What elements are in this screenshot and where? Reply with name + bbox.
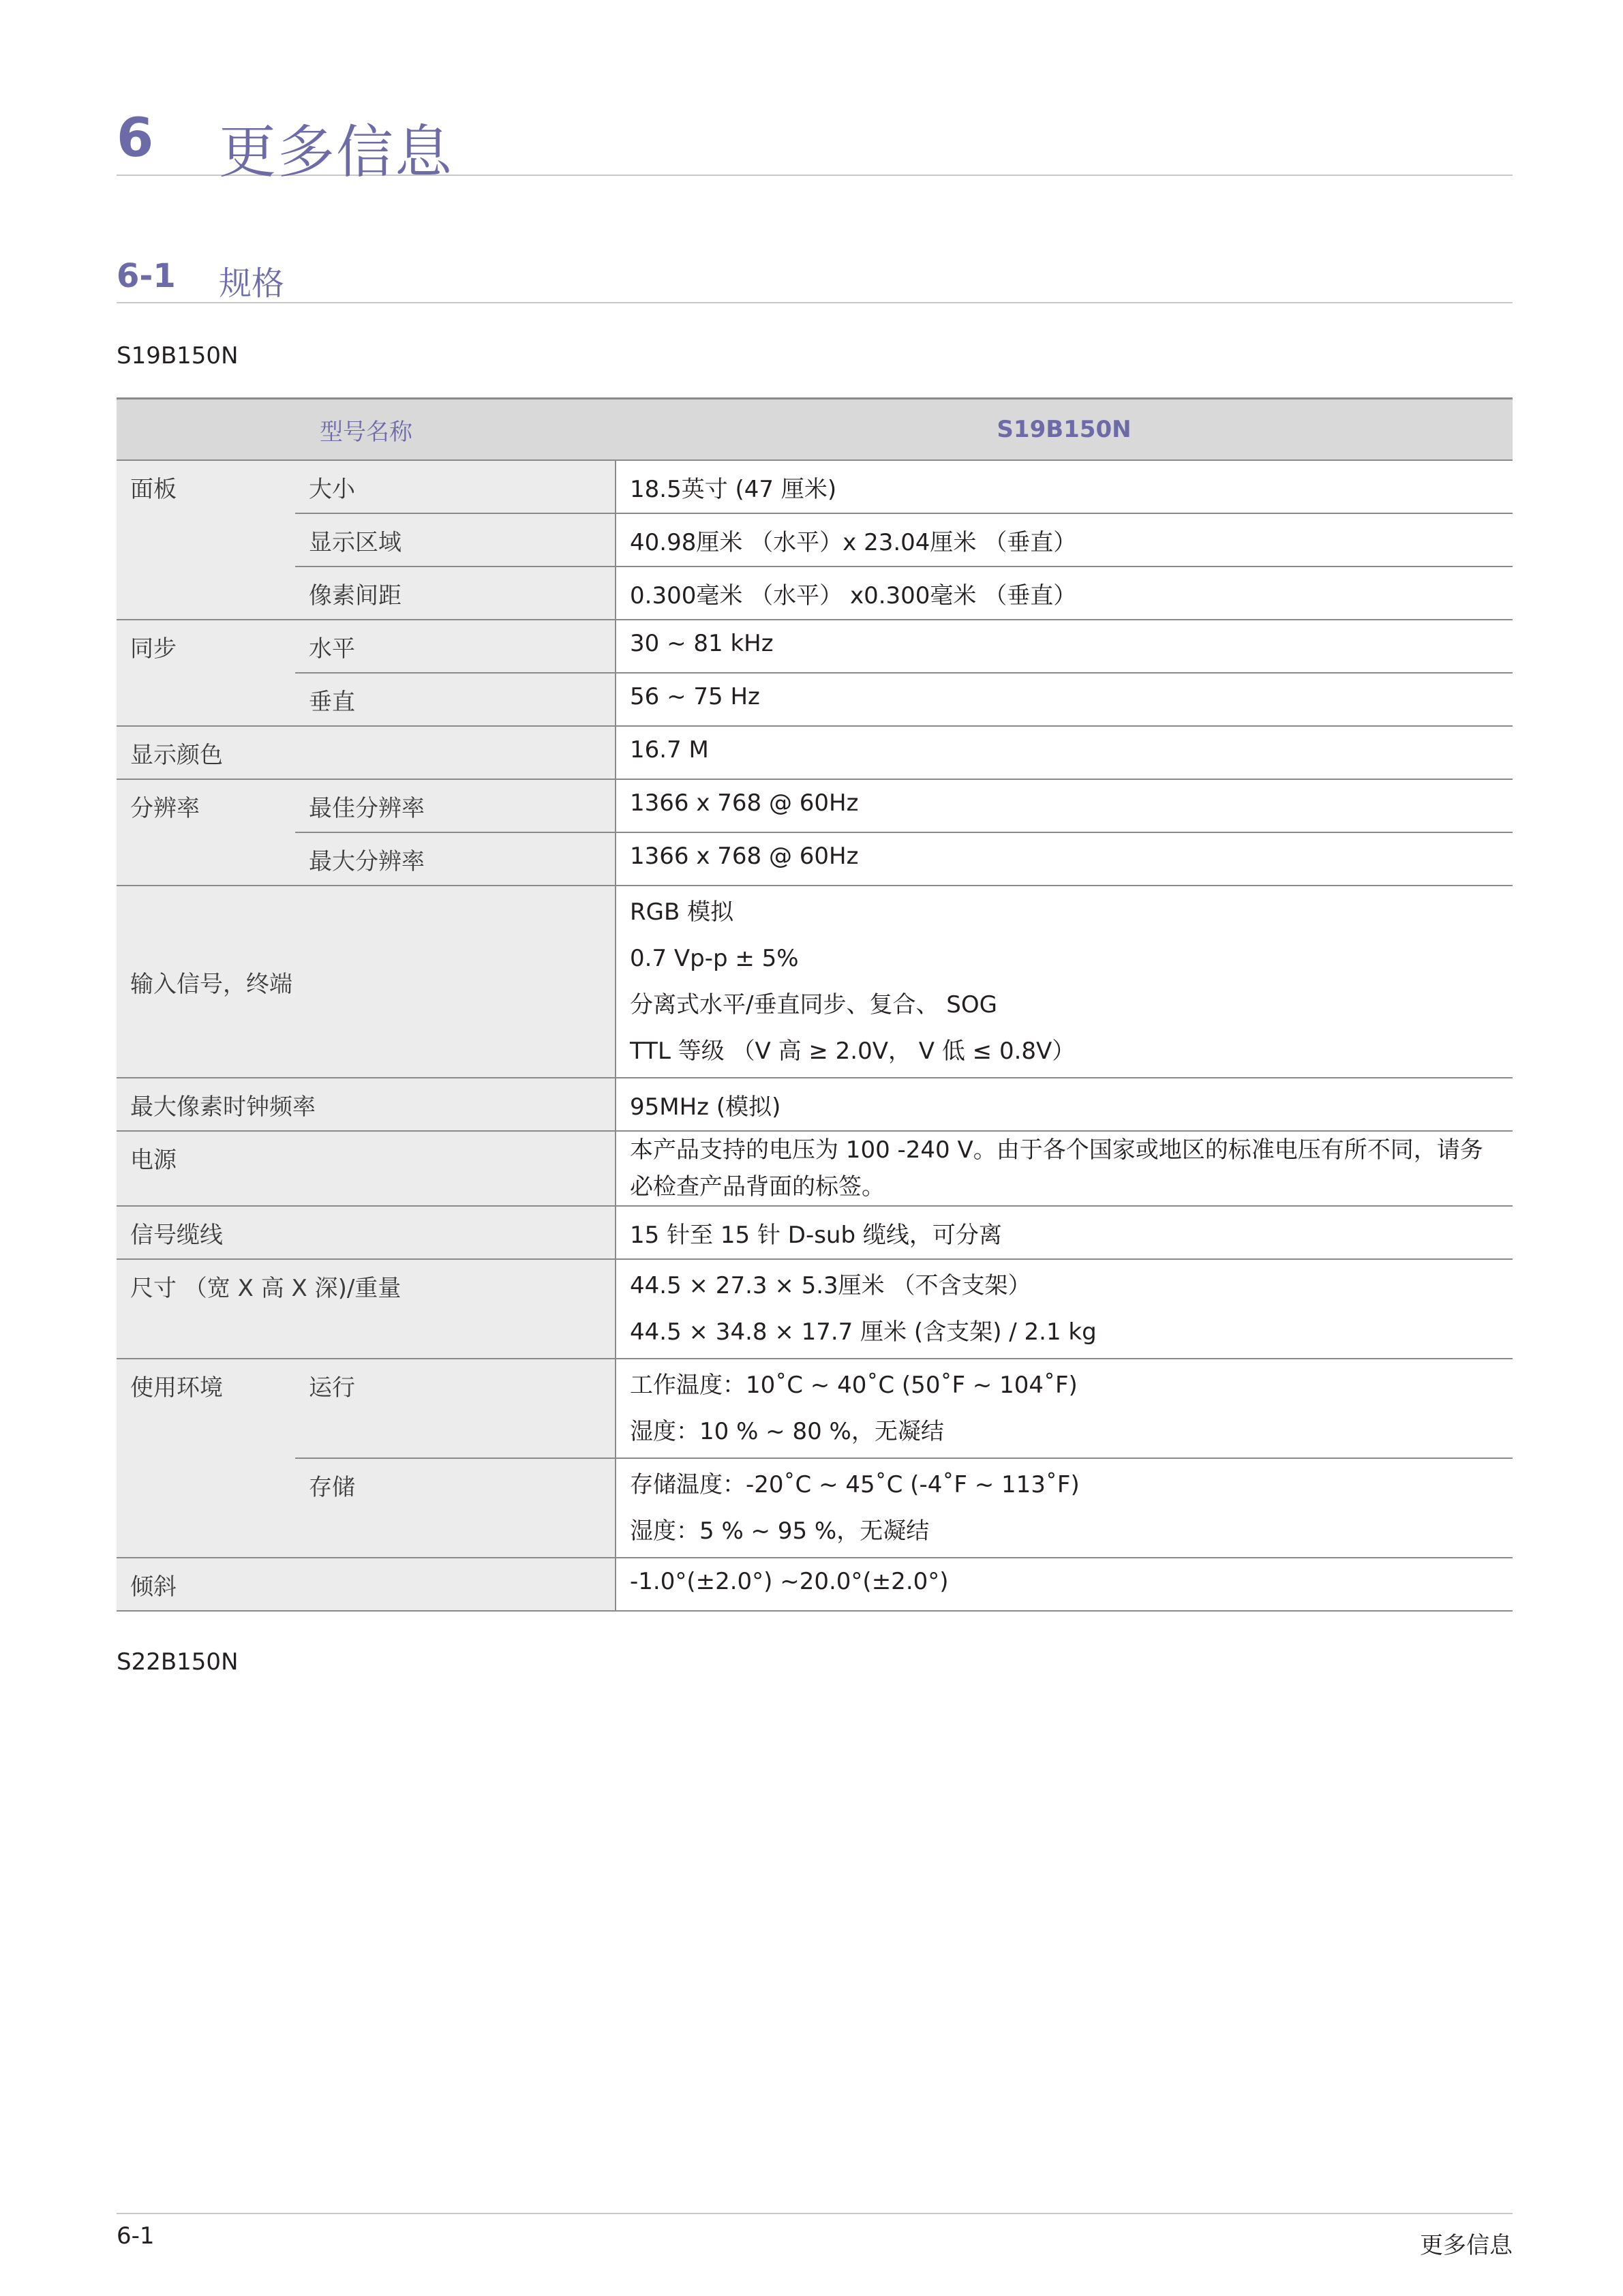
value-colors: 16.7 M	[616, 726, 1513, 779]
table-row	[117, 886, 1513, 1078]
value-line: 工作温度：10˚C ~ 40˚C (50˚F ~ 104˚F)	[630, 1372, 1078, 1399]
table-row	[117, 673, 1513, 726]
label-size: 大小	[295, 460, 616, 513]
model-label-s22: S22B150N	[117, 1648, 239, 1676]
value-line: 湿度：10 % ~ 80 %，无凝结	[630, 1418, 944, 1445]
value-display-area: 40.98厘米 （水平）x 23.04厘米 （垂直）	[616, 513, 1513, 567]
table-row	[117, 1558, 1513, 1611]
label-storage: 存储	[295, 1458, 616, 1558]
label-display-area: 显示区域	[295, 513, 616, 567]
section-heading	[117, 256, 1513, 303]
label-power: 电源	[117, 1131, 616, 1206]
table-row	[117, 513, 1513, 567]
value-vertical: 56 ~ 75 Hz	[616, 673, 1513, 726]
page-footer	[117, 2213, 1513, 2276]
table-row	[117, 620, 1513, 673]
header-model-name: 型号名称	[117, 399, 616, 461]
value-line: TTL 等级 （V 高 ≥ 2.0V， V 低 ≤ 0.8V）	[630, 1038, 1076, 1065]
table-row	[117, 726, 1513, 779]
value-pixel-clock: 95MHz (模拟)	[616, 1078, 1513, 1131]
table-row	[117, 1078, 1513, 1131]
value-line: 湿度：5 % ~ 95 %，无凝结	[630, 1517, 930, 1545]
value-line: 44.5 × 27.3 × 5.3厘米 （不含支架）	[630, 1272, 1031, 1299]
label-dimensions: 尺寸 （宽 X 高 X 深)/重量	[117, 1259, 616, 1359]
section-title: 规格	[219, 265, 285, 303]
label-pixel-pitch: 像素间距	[295, 567, 616, 620]
value-horizontal: 30 ~ 81 kHz	[616, 620, 1513, 673]
value-size: 18.5英寸 (47 厘米)	[616, 460, 1513, 513]
table-row	[117, 832, 1513, 886]
value-line: 44.5 × 34.8 × 17.7 厘米 (含支架) / 2.1 kg	[630, 1318, 1097, 1346]
chapter-title: 更多信息	[219, 119, 454, 185]
value-tilt: -1.0°(±2.0°) ~20.0°(±2.0°)	[616, 1558, 1513, 1611]
value-pixel-pitch: 0.300毫米 （水平） x0.300毫米 （垂直）	[616, 567, 1513, 620]
table-row	[117, 1206, 1513, 1259]
page-number: 6-1	[117, 2222, 155, 2250]
table-row	[117, 779, 1513, 832]
label-optimal-resolution: 最佳分辨率	[295, 779, 616, 832]
label-colors: 显示颜色	[117, 726, 616, 779]
value-power: 本产品支持的电压为 100 -240 V。由于各个国家或地区的标准电压有所不同，请务必检查产品背面的标签。	[616, 1131, 1513, 1206]
section-number: 6-1	[117, 257, 176, 295]
label-resolution: 分辨率	[117, 779, 295, 886]
value-storage	[616, 1458, 1513, 1558]
value-input-signal	[616, 886, 1513, 1078]
value-optimal-resolution: 1366 x 768 @ 60Hz	[616, 779, 1513, 832]
value-line: 分离式水平/垂直同步、复合、 SOG	[630, 991, 997, 1018]
value-signal-cable: 15 针至 15 针 D-sub 缆线，可分离	[616, 1206, 1513, 1259]
label-sync: 同步	[117, 620, 295, 726]
value-operating	[616, 1359, 1513, 1458]
spec-table	[117, 397, 1513, 1612]
label-horizontal: 水平	[295, 620, 616, 673]
table-row	[117, 1259, 1513, 1359]
label-operating: 运行	[295, 1359, 616, 1458]
table-row	[117, 567, 1513, 620]
label-vertical: 垂直	[295, 673, 616, 726]
label-pixel-clock: 最大像素时钟频率	[117, 1078, 616, 1131]
table-row	[117, 1131, 1513, 1206]
value-line: 存储温度：-20˚C ~ 45˚C (-4˚F ~ 113˚F)	[630, 1471, 1080, 1498]
label-input-signal: 输入信号，终端	[117, 886, 616, 1078]
label-maximum-resolution: 最大分辨率	[295, 832, 616, 886]
value-line: RGB 模拟	[630, 898, 734, 926]
chapter-heading	[117, 102, 1513, 185]
model-label-s19: S19B150N	[117, 342, 239, 369]
table-header-row	[117, 399, 1513, 461]
table-row	[117, 1359, 1513, 1458]
value-dimensions	[616, 1259, 1513, 1359]
footer-chapter-title: 更多信息	[1420, 2232, 1513, 2259]
header-model-value: S19B150N	[616, 399, 1513, 461]
label-signal-cable: 信号缆线	[117, 1206, 616, 1259]
label-tilt: 倾斜	[117, 1558, 616, 1611]
value-maximum-resolution: 1366 x 768 @ 60Hz	[616, 832, 1513, 886]
label-panel: 面板	[117, 460, 295, 620]
value-line: 0.7 Vp-p ± 5%	[630, 945, 799, 972]
table-row	[117, 460, 1513, 513]
label-environment: 使用环境	[117, 1359, 295, 1558]
table-row	[117, 1458, 1513, 1558]
chapter-number: 6	[117, 108, 154, 169]
